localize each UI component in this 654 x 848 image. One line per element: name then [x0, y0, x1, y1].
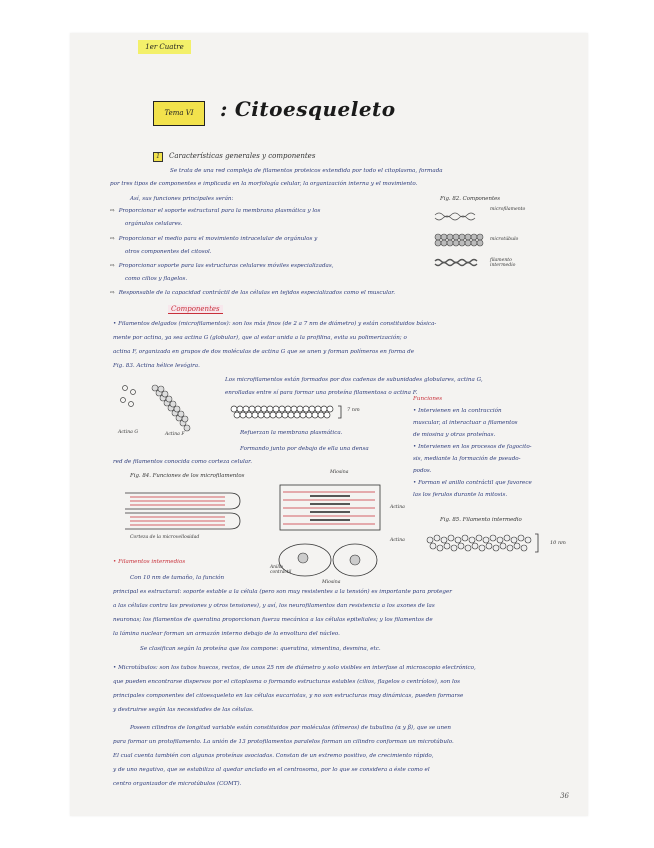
course-label: 1er Cuatre: [138, 40, 191, 54]
chapter-title-text: Citoesqueleto: [234, 97, 396, 121]
fig84-label-miosina-2: Miosina: [322, 580, 341, 585]
fig83-nm-label: 7 nm: [347, 407, 360, 413]
tubulina-line-3: El cual cuenta también con algunas proteínas asociadas. Constan de un extremo positivo, de crecimiento rápido,: [113, 753, 434, 759]
fig84-label-actina-2: Actina: [390, 538, 405, 543]
funciones-item: las los ferulos durante la mitosis.: [413, 492, 508, 498]
componentes-heading: Componentes: [168, 305, 223, 314]
function-item-1b: orgánulos celulares.: [125, 221, 183, 227]
micro-line-2: mente por actina, ya sea actina G (globular), que al estar unida a la profilina, evita su polimerización; o: [113, 335, 407, 341]
micro-line-1: • Filamentos delgados (microfilamentos): son los más finos (de 2 a 7 nm de diámetro) y están constituidos básica-: [113, 321, 437, 327]
tema-box: Tema VI: [153, 101, 205, 126]
fig85-caption: Fig. 85. Filamento intermedio: [440, 517, 522, 523]
arrow-icon: ⇨: [110, 290, 115, 296]
function-item-2b: otros componentes del citosol.: [125, 249, 212, 255]
intermedios-line-2: principal es estructural: soporte estable a la célula (pero son muy resistentes a la tensión) es importante para proteger: [113, 589, 452, 595]
intermedios-heading: • Filamentos intermedios: [113, 559, 186, 565]
function-item-4: [110, 287, 570, 300]
function-text-2: Proporcionar el medio para el movimiento intracelular de orgánulos y: [118, 236, 318, 242]
intermedios-line-1: Con 10 nm de tamaño, la función: [130, 575, 225, 581]
funciones-item: • Intervienen en los procesos de fagocito-: [413, 444, 532, 450]
fig84-label-miosina: Miosina: [330, 470, 349, 475]
funciones-item: • Forman el anillo contráctil que favorece: [413, 480, 532, 486]
arrow-icon: ⇨: [110, 263, 115, 269]
funciones-item: • Intervienen en la contracción: [413, 408, 502, 414]
function-item-2: [110, 233, 420, 246]
fig85-intermediate-filament: [425, 530, 545, 560]
actin-filament-diagram: [230, 403, 350, 423]
section-heading: [153, 152, 315, 162]
tubulina-line-1: Poseen cilindros de longitud variable están constituidos por moléculas (dímeros) de tubulina (α y β), que se unen: [130, 725, 452, 731]
intro-line-1: Se trata de una red compleja de filamentos proteicos extendida por todo el citoplasma, formada: [170, 168, 443, 174]
fig82-label-microfilamento: microfilamento: [490, 207, 526, 212]
tubulina-line-2: para formar un protofilamento. La unión de 13 protofilamentos paralelos forman un cilindro conforman un microtúbulo.: [113, 739, 454, 745]
funciones-item: podos.: [413, 468, 432, 474]
function-text-3: Proporcionar soporte para las estructuras celulares móviles especializadas,: [118, 263, 334, 269]
fig84-label-anillo: Anillo contráctil: [270, 565, 292, 575]
microtubulos-line-4: y destruirse según las necesidades de las células.: [113, 707, 254, 713]
clasifican-line: Se clasifican según la proteína que los compone: queratina, vimentina, desmina, etc.: [140, 646, 381, 652]
page-number: 36: [560, 792, 569, 800]
micro2-line-1: Los microfilamentos están formados por dos cadenas de subunidades globulares, actina G,: [225, 377, 483, 383]
intermedios-line-3: a las células contra las presiones y otros tensiones), y así, los neurofilamentos dan resistencia a los axones de las: [113, 603, 435, 609]
microtubulos-line-3: principales componentes del citoesqueleto en las células eucariotas, y no son estructuras muy dinámicas, pueden formarse: [113, 693, 464, 699]
fig84-label-corteza: Corteza de la microvellosidad: [130, 535, 200, 540]
function-item-3: [110, 260, 430, 273]
fig82-caption: Fig. 82. Componentes: [440, 196, 501, 202]
tubulina-line-4: y de uno negativo, que se estabiliza al quedar anclado en el centrosoma, por lo que se considera a éste como el: [113, 767, 430, 773]
funciones-item: muscular, al interactuar a filamentos: [413, 420, 518, 426]
funciones-heading: Funciones: [413, 396, 443, 402]
arrow-icon: ⇨: [110, 208, 115, 214]
chapter-title: : Citoesqueleto: [220, 97, 396, 121]
tubulina-line-5: centro organizador de microtúbulos (COMT).: [113, 781, 242, 787]
fig84-sarcomere-diagram: [275, 480, 385, 535]
fig83-label-actina-f: Actina F: [165, 432, 185, 437]
arrow-icon: ⇨: [110, 236, 115, 242]
funciones-item: sis, mediante la formación de pseudo-: [413, 456, 521, 462]
function-text-4: Responsable de la capacidad contráctil de las células en tejidos especializados como el muscular.: [118, 290, 396, 296]
intermedios-line-4: neuronas; los filamentos de queratina proporcionan fuerza mecánica a las células epiteliales; y los filamentos de: [113, 617, 433, 623]
fig84-caption: Fig. 84. Funciones de los microfilamentos: [130, 473, 245, 479]
micro-line-3: actina F, organizada en grupos de dos moléculas de actina G que se unen y forman polímeros en forma de: [113, 349, 415, 355]
fig82-label-intermedio: filamento intermedio: [490, 258, 516, 268]
fig84-label-actina: Actina: [390, 505, 405, 510]
corteza-line-1: Formando junto por debajo de ella una densa: [240, 446, 369, 452]
intermedios-line-5: la lámina nuclear forman un armazón interno debajo de la envoltura del núcleo.: [113, 631, 340, 637]
intro-line-2: por tres tipos de componentes e implicada en la morfología celular, la organización interna y el movimiento.: [110, 181, 418, 187]
funciones-item: de miosina y otras proteínas.: [413, 432, 496, 438]
fig85-nm-label: 10 nm: [550, 540, 566, 546]
corteza-line-2: red de filamentos conocida como corteza celular.: [113, 459, 252, 465]
fig84-microvilli-diagram: [120, 483, 260, 538]
refuerza-text: Refuerzan la membrana plasmática.: [240, 430, 343, 436]
function-text-1: Proporcionar el soporte estructural para la membrana plasmática y los: [118, 208, 321, 214]
micro2-line-2: enrolladas entre sí para formar una proteína filamentosa o actina F.: [225, 390, 418, 396]
section-number: 1: [153, 152, 163, 162]
fig83-label-actina-g: Actina G: [118, 430, 139, 435]
microtubulos-line-2: que pueden encontrarse dispersos por el citoplasma o formando estructuras estables (cilios, flagelos o centríolos), son los: [113, 679, 461, 685]
function-item-1: [110, 205, 420, 218]
intro-line-3: Así, sus funciones principales serán:: [130, 196, 234, 202]
microtubulos-line-1: • Microtúbulos: son los tubos huecos, rectos, de unos 25 nm de diámetro y solo visibles en interfase al microscopio electrónico,: [113, 665, 476, 671]
function-item-3b: como cilios y flagelos.: [125, 276, 188, 282]
fig82-label-microtubulo: microtúbulo: [490, 237, 519, 242]
section-heading-text: Características generales y componentes: [169, 152, 316, 160]
micro-line-4: Fig. 83. Actina hélice levógira.: [113, 363, 200, 369]
